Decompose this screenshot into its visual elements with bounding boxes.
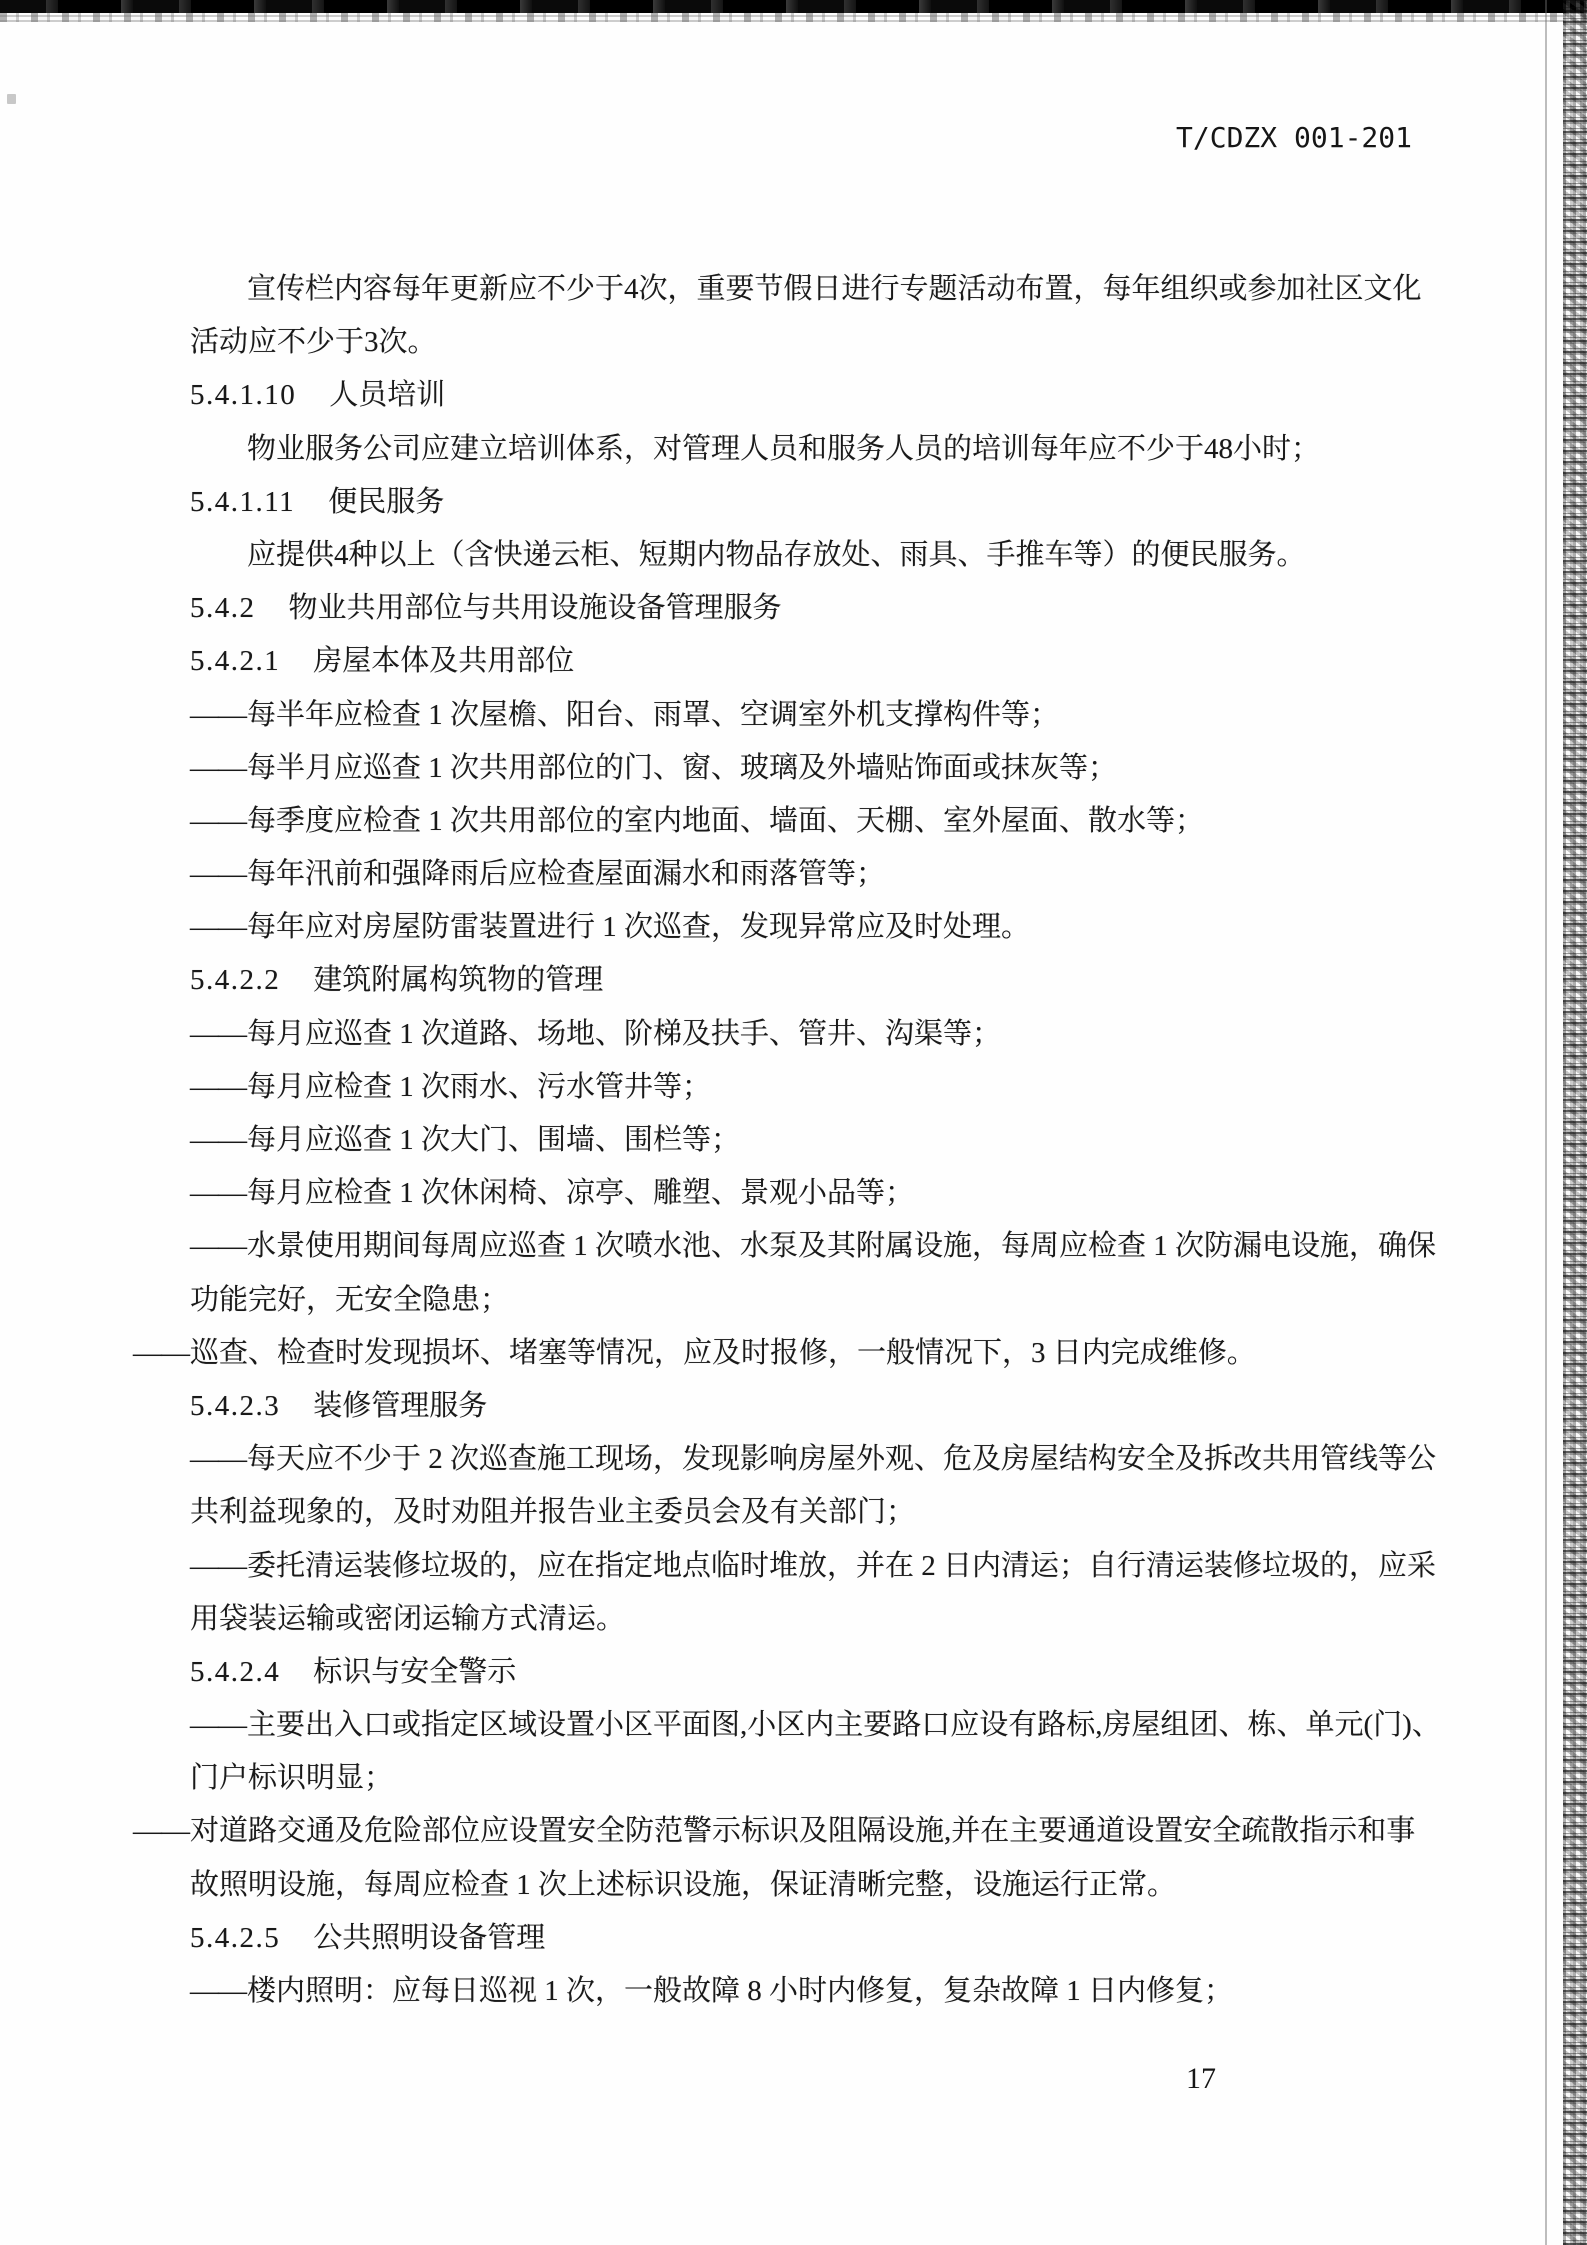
section-heading [190, 635, 1520, 688]
dash-marker: —— [190, 1070, 246, 1103]
document-code-header: T/CDZX 001-201 [1176, 121, 1413, 154]
dash-marker: —— [190, 1443, 246, 1476]
dash-marker: —— [190, 751, 246, 784]
text-line [190, 529, 1520, 582]
clause-title: 房屋本体及共用部位 [313, 645, 575, 678]
line-text: 用袋装运输或密闭运输方式清运。 [190, 1602, 626, 1635]
line-text: 每年汛前和强降雨后应检查屋面漏水和雨落管等； [247, 858, 886, 891]
text-line [190, 742, 1520, 795]
line-text: 委托清运装修垃圾的，应在指定地点临时堆放，并在 2 日内清运；自行清运装修垃圾的，应采 [247, 1549, 1437, 1582]
text-line [190, 1220, 1520, 1273]
text-line [190, 316, 1520, 369]
line-text: 对道路交通及危险部位应设置安全防范警示标识及阻隔设施,并在主要通道设置安全疏散指示和事 [190, 1815, 1416, 1848]
line-text: 每月应巡查 1 次大门、围墙、围栏等； [247, 1124, 741, 1156]
text-line [190, 423, 1520, 476]
line-text: 主要出入口或指定区域设置小区平面图,小区内主要路口应设有路标,房屋组团、栋、单元(门)、 [247, 1709, 1441, 1742]
dash-marker: —— [190, 1017, 246, 1050]
line-text: 每半年应检查 1 次屋檐、阳台、雨罩、空调室外机支撑构件等； [247, 698, 1060, 731]
page-number: 17 [1186, 2062, 1216, 2095]
text-line [190, 1274, 1520, 1327]
section-heading [190, 369, 1520, 422]
text-line [190, 1593, 1520, 1646]
dash-marker: —— [190, 1177, 246, 1210]
text-line [190, 1965, 1520, 2018]
section-heading [190, 582, 1520, 635]
scan-artifact-speck [7, 94, 16, 104]
scan-artifact-right-line [1545, 0, 1547, 2245]
text-line [190, 1540, 1520, 1593]
dash-marker: —— [133, 1336, 189, 1369]
clause-number: 5.4.1.10 [190, 379, 297, 412]
scan-artifact-top-edge [0, 0, 1587, 13]
scan-artifact-top-frays [0, 13, 1587, 22]
clause-number: 5.4.2.4 [190, 1655, 281, 1688]
line-text: 宣传栏内容每年更新应不少于4次，重要节假日进行专题活动布置，每年组织或参加社区文化 [247, 273, 1422, 305]
dash-marker: —— [190, 1709, 246, 1742]
text-line [190, 689, 1520, 742]
text-line [190, 901, 1520, 954]
dash-marker: —— [190, 858, 246, 891]
text-line [190, 263, 1520, 316]
clause-title: 物业共用部位与共用设施设备管理服务 [288, 592, 782, 625]
line-text: 每月应检查 1 次休闲椅、凉亭、雕塑、景观小品等； [247, 1177, 915, 1210]
clause-number: 5.4.2.3 [190, 1389, 281, 1422]
clause-number: 5.4.2.1 [190, 645, 281, 678]
section-heading [190, 1646, 1520, 1699]
text-line [190, 1008, 1520, 1061]
dash-marker: —— [190, 1124, 246, 1156]
line-text: 应提供4种以上（含快递云柜、短期内物品存放处、雨具、手推车等）的便民服务。 [247, 538, 1306, 571]
line-text: 巡查、检查时发现损坏、堵塞等情况，应及时报修，一般情况下，3 日内完成维修。 [190, 1336, 1256, 1369]
line-text: 每月应检查 1 次雨水、污水管井等； [247, 1070, 712, 1103]
text-line [190, 1699, 1520, 1752]
line-text: 每年应对房屋防雷装置进行 1 次巡查，发现异常应及时处理。 [247, 911, 1031, 944]
line-text: 功能完好，无安全隐患； [190, 1283, 510, 1316]
text-line [190, 1114, 1520, 1167]
clause-title: 标识与安全警示 [313, 1655, 517, 1688]
dash-marker: —— [190, 1549, 246, 1582]
line-text: 每月应巡查 1 次道路、场地、阶梯及扶手、管井、沟渠等； [247, 1017, 1002, 1050]
dash-marker: —— [190, 1230, 246, 1263]
line-text: 共利益现象的，及时劝阻并报告业主委员会及有关部门； [190, 1496, 916, 1529]
dash-marker: —— [190, 1975, 246, 2007]
scan-artifact-right-noise [1563, 0, 1587, 2245]
line-text: 物业服务公司应建立培训体系，对管理人员和服务人员的培训每年应不少于48小时； [247, 432, 1321, 465]
text-line [190, 795, 1520, 848]
line-text: 门户标识明显； [190, 1762, 394, 1795]
line-text: 每季度应检查 1 次共用部位的室内地面、墙面、天棚、室外屋面、散水等； [247, 804, 1205, 837]
text-line [133, 1327, 1520, 1380]
clause-title: 建筑附属构筑物的管理 [313, 964, 604, 997]
dash-marker: —— [190, 804, 246, 837]
clause-title: 装修管理服务 [313, 1389, 488, 1422]
dash-marker: —— [133, 1815, 189, 1848]
section-heading [190, 1912, 1520, 1965]
clause-title: 便民服务 [328, 485, 445, 518]
dash-marker: —— [190, 698, 246, 731]
section-heading [190, 1380, 1520, 1433]
line-text: 水景使用期间每周应巡查 1 次喷水池、水泵及其附属设施，每周应检查 1 次防漏电设施，确保 [247, 1230, 1437, 1263]
text-line [190, 1167, 1520, 1220]
text-line [190, 1859, 1520, 1912]
text-line [190, 1433, 1520, 1486]
text-line [190, 1486, 1520, 1539]
clause-number: 5.4.2.5 [190, 1921, 281, 1954]
line-text: 楼内照明：应每日巡视 1 次，一般故障 8 小时内修复，复杂故障 1 日内修复； [247, 1975, 1234, 2007]
text-line [190, 848, 1520, 901]
text-line [190, 1061, 1520, 1114]
clause-title: 公共照明设备管理 [313, 1921, 546, 1954]
clause-number: 5.4.2 [190, 592, 256, 625]
text-line [190, 1752, 1520, 1805]
text-block [133, 263, 1520, 2018]
section-heading [190, 476, 1520, 529]
line-text: 活动应不少于3次。 [190, 326, 437, 359]
section-heading [190, 954, 1520, 1007]
line-text: 故照明设施，每周应检查 1 次上述标识设施，保证清晰完整，设施运行正常。 [190, 1868, 1177, 1901]
line-text: 每天应不少于 2 次巡查施工现场，发现影响房屋外观、危及房屋结构安全及拆改共用管线等公 [247, 1443, 1437, 1476]
text-line [133, 1805, 1520, 1858]
clause-title: 人员培训 [329, 379, 446, 412]
dash-marker: —— [190, 911, 246, 944]
clause-number: 5.4.2.2 [190, 964, 281, 997]
line-text: 每半月应巡查 1 次共用部位的门、窗、玻璃及外墙贴饰面或抹灰等； [247, 751, 1118, 784]
clause-number: 5.4.1.11 [190, 485, 296, 518]
